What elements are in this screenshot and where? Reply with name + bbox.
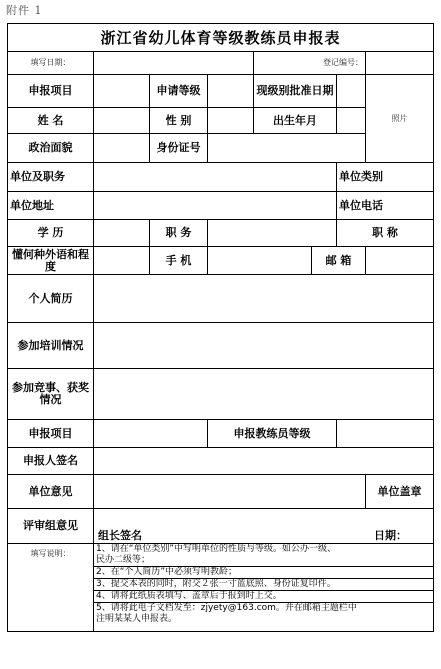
- competition-label: 参加竞事、获奖情况: [8, 369, 94, 420]
- jury-date-label: 日期：: [374, 528, 408, 542]
- gender-label: 性 别: [150, 108, 208, 134]
- fill-date-field[interactable]: [94, 52, 254, 75]
- training-field[interactable]: [94, 323, 434, 369]
- fill-date-label: 填写日期：: [8, 52, 94, 75]
- post-label: 职 务: [150, 220, 208, 247]
- education-label: 学 历: [8, 220, 94, 247]
- birth-label: 出生年月: [254, 108, 337, 134]
- note-line: 3、提交本表的同时，附交２张一寸蓝底照、身份证复印件。: [94, 579, 433, 591]
- note-line: 注明某某人申报表。: [96, 614, 178, 624]
- id-number-field[interactable]: [208, 134, 366, 163]
- notes-block: [94, 544, 434, 632]
- apply-coach-level-field[interactable]: [337, 420, 434, 448]
- training-label: 参加培训情况: [8, 323, 94, 369]
- form-title: 浙江省幼儿体育等级教练员申报表: [8, 24, 434, 52]
- apply-item-field[interactable]: [94, 75, 150, 108]
- unit-position-field[interactable]: [94, 163, 337, 192]
- name-label: 姓 名: [8, 108, 94, 134]
- foreign-language-label: 懂何种外语和程度: [8, 247, 94, 275]
- competition-field[interactable]: [94, 369, 434, 420]
- unit-type-label: 单位类别: [337, 163, 434, 192]
- unit-seal-label: 单位盖章: [366, 475, 434, 509]
- unit-phone-label: 单位电话: [337, 192, 434, 220]
- attachment-label: 附件 1: [6, 4, 43, 17]
- note-line: 2、在“个人简历”中必须写明教龄；: [94, 567, 433, 579]
- email-label: 邮 箱: [312, 247, 366, 275]
- apply-item-label: 申报项目: [8, 75, 94, 108]
- apply-coach-level-label: 申报教练员等级: [208, 420, 337, 448]
- current-level-date-field[interactable]: [337, 75, 366, 108]
- registration-number-field[interactable]: [366, 52, 434, 75]
- jury-opinion-label: 评审组意见: [8, 509, 94, 544]
- mobile-field[interactable]: [208, 247, 312, 275]
- name-field[interactable]: [94, 108, 150, 134]
- applicant-sign-label: 申报人签名: [8, 448, 94, 475]
- political-status-field[interactable]: [94, 134, 150, 163]
- political-status-label: 政治面貌: [8, 134, 94, 163]
- birth-field[interactable]: [337, 108, 366, 134]
- registration-number-label: 登记编号：: [254, 52, 366, 75]
- apply-level-label: 申请等级: [150, 75, 208, 108]
- apply-level-field[interactable]: [208, 75, 254, 108]
- foreign-language-field[interactable]: [94, 247, 150, 275]
- unit-position-label: 单位及职务: [8, 163, 94, 192]
- post-field[interactable]: [208, 220, 337, 247]
- unit-address-label: 单位地址: [8, 192, 94, 220]
- unit-address-field[interactable]: [94, 192, 337, 220]
- current-level-date-label: 现级别批准日期: [254, 75, 337, 108]
- email-field[interactable]: [366, 247, 434, 275]
- unit-opinion-field[interactable]: [94, 475, 366, 509]
- id-number-label: 身份证号: [150, 134, 208, 163]
- title-rank-label: 职 称: [337, 220, 434, 247]
- note-line: 5、请将此电子文档发至：zjyety@163.com。并在邮箱主题栏中: [96, 603, 357, 613]
- leader-sign-label: 组长签名: [98, 528, 142, 542]
- apply-item-2-label: 申报项目: [8, 420, 94, 448]
- mobile-label: 手 机: [150, 247, 208, 275]
- notes-label: 填写说明：: [8, 544, 94, 632]
- education-field[interactable]: [94, 220, 150, 247]
- note-line: 1、请在“单位类别”中写明单位的性质与等级。如公办一级、: [96, 544, 337, 554]
- applicant-sign-field[interactable]: [94, 448, 434, 475]
- note-line: 民办二级等；: [94, 555, 433, 567]
- apply-item-2-field[interactable]: [94, 420, 208, 448]
- application-form-table: [7, 23, 434, 632]
- photo-box[interactable]: 照片: [366, 75, 434, 163]
- resume-label: 个人简历: [8, 275, 94, 323]
- note-line: 4、请将此纸质表填写、盖章后于报到时上交。: [94, 591, 433, 603]
- jury-opinion-field[interactable]: [94, 509, 434, 544]
- gender-field[interactable]: [208, 108, 254, 134]
- resume-field[interactable]: [94, 275, 434, 323]
- unit-opinion-label: 单位意见: [8, 475, 94, 509]
